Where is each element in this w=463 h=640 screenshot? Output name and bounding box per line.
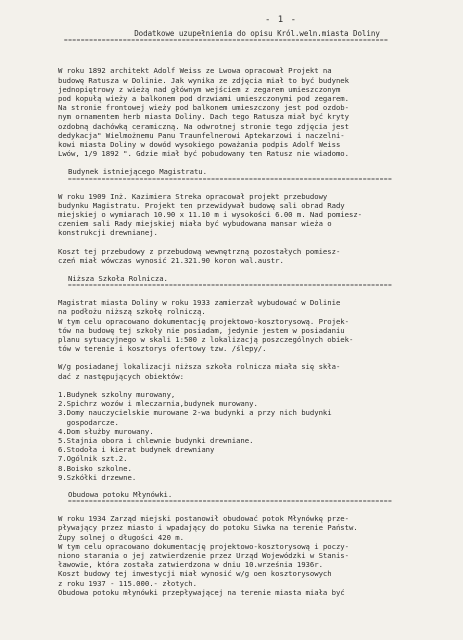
list-item: 1.Budynek szkolny murowany, bbox=[58, 389, 176, 399]
list-item: 6.Stodoła i kierat budynek drewniany bbox=[58, 445, 215, 455]
list-item: 7.Ogólnik szt.2. bbox=[58, 454, 128, 464]
list-item: 9.Szkółki drzewne. bbox=[58, 472, 137, 482]
magistrat-heading-block bbox=[68, 167, 446, 182]
mlynowka-heading-rule: ============================================================================= bbox=[68, 499, 393, 506]
list-item: 3.Domy nauczycielskie murowane 2-wa budynki a przy nich budynki bbox=[58, 408, 332, 418]
school-heading: Niższa Szkoła Rolnicza. bbox=[68, 274, 168, 284]
magistrat-heading: Budynek istniejącego Magistratu. bbox=[68, 167, 207, 177]
list-item: 4.Dom służby murowany. bbox=[58, 426, 154, 436]
mlynowka-heading: Obudowa potoku Młynówki. bbox=[68, 489, 173, 499]
title-rule: ============================================================================= bbox=[64, 38, 389, 45]
list-item: gospodarcze. bbox=[58, 417, 119, 427]
school-heading-rule: ============================================================================= bbox=[68, 283, 393, 290]
list-item: 2.Spichrz wozów i mleczarnia,budynek murowany. bbox=[58, 399, 258, 409]
mlynowka-heading-block bbox=[68, 490, 446, 505]
list-item: 5.Stajnia obora i chlewnie budynki drewniane. bbox=[58, 435, 254, 445]
school-buildings-list bbox=[58, 390, 446, 482]
school-paragraph-1: Magistrat miasta Doliny w roku 1933 zamierzał wybudować w Dolinie na podłożu niższą szkołę rolniczą. W tym celu opracowano dokumentację projektowo-kosztorysową. Projek- tów na budowę tej szkoły nie posiadam, jedynie jestem w posiadaniu planu sytuacyjnego w skali 1:500 z lokalizacją poszczególnych obiek- tów w terenie i kosztorys ofertowy tzw. /ślepy/. bbox=[58, 298, 354, 354]
school-heading-block bbox=[68, 274, 446, 289]
magistrat-paragraph-1: W roku 1909 Inż. Kazimiera Streka opracował projekt przebudowy budynku Magistratu. Projekt ten przewidywał budowę sali obrad Rady miejskiej o wymiarach 10.90 x 11.10 m i wysokości 6.00 m. Nad pomiesz- czeniem sali Rady miejskiej miała być wybudowana mansar wieża o konstrukcji drewnianej. bbox=[58, 191, 363, 238]
document-body bbox=[58, 16, 446, 606]
magistrat-heading-rule: ============================================================================= bbox=[68, 176, 393, 183]
mlynowka-paragraph: W roku 1934 Zarząd miejski postanowił obudować potok Młynówkę prze- pływający przez miasto i wpadający do potoku Siwka na terenie Państw. Żupy solnej o długości 420 m. W tym celu opracowano dokumentację projektowo-kosztorysową i poczy- niono starania o jej zatwierdzenie przez Urząd Wojewódzki w Stanis- ławowie, która została zatwierdzona w dniu 10.września 1936r. Koszt budowy tej inwestycji miał wynosić w/g oen kosztorysowych z roku 1937 - 115.000.- złotych. Obudowa potoku młynówki przepływającej na terenie miasta miała być bbox=[58, 514, 358, 597]
page-number: - 1 - bbox=[264, 15, 298, 25]
school-paragraph-2: W/g posiadanej lokalizacji niższa szkoła rolnicza miała się skła- dać z następujących obiektów: bbox=[58, 362, 341, 381]
magistrat-paragraph-2: Koszt tej przebudowy z przebudową wewnętrzną pozostałych pomiesz- czeń miał wówczas wynosić 21.321.90 koron wal.austr. bbox=[58, 246, 341, 265]
ratusz-paragraph: W roku 1892 architekt Adolf Weiss ze Lwowa opracował Projekt na budowę Ratusza w Dolinie. Jak wynika ze zdjęcia miał to być budynek jednopiętrowy z wieżą nad głównym wejściem z zegarem umieszczonym pod kopułą wieży a balkonem pod drzwiami umieszczonymi pod zegarem. Na stronie frontowej wieży pod balkonem umieszczony jest pod ozdob- nym ornamentem herb miasta Doliny. Dach tego Ratusza miał być kryty ozdobną dachówką ceramiczną. Na odwrotnej stronie tego zdjęcia jest dedykacja" Wielmożnemu Panu Traunfelnerowi Aptekarzowi i naczelni- kowi miasta Doliny w dowód wysokiego poważania podpis Adolf Weiss Lwów, 1/9 1892 ". Gdzie miał być pobudowany ten Ratusz nie wiadomo. bbox=[58, 66, 349, 159]
document-title: Dodatkowe uzupełnienia do opisu Król.weln.miasta Doliny bbox=[134, 29, 380, 39]
list-item: 8.Boisko szkolne. bbox=[58, 463, 132, 473]
